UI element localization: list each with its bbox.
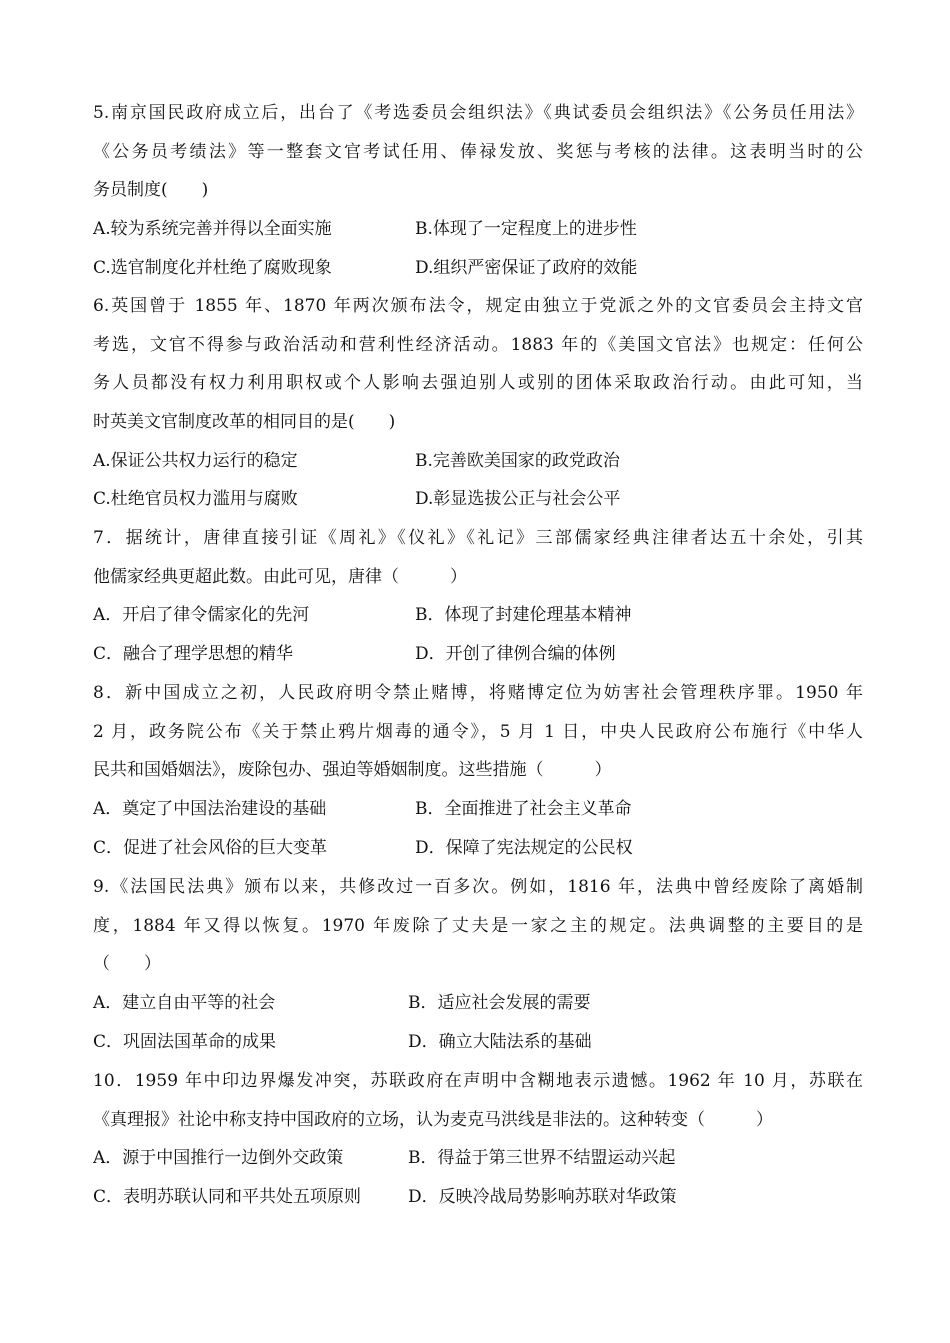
- option-d[interactable]: D.组织严密保证了政府的效能: [415, 257, 638, 278]
- stem-line: 《公务员考绩法》等一整套文官考试任用、俸禄发放、奖惩与考核的法律。这表明当时的公: [93, 141, 863, 162]
- options: [93, 442, 863, 519]
- question-stem: [93, 287, 863, 442]
- question-stem: [93, 674, 863, 790]
- question-stem: [93, 868, 863, 984]
- option-row: [93, 829, 863, 868]
- option-a[interactable]: A.较为系统完善并得以全面实施: [93, 219, 332, 240]
- option-row: [93, 790, 863, 829]
- question-5: [93, 94, 863, 287]
- option-d[interactable]: D．反映冷战局势影响苏联对华政策: [408, 1187, 677, 1208]
- stem-line: 度，1884 年又得以恢复。1970 年废除了丈夫是一家之主的规定。法典调整的主要目的是: [93, 915, 863, 936]
- option-b[interactable]: B．体现了封建伦理基本精神: [415, 605, 632, 626]
- stem-line: 9.《法国民法典》颁布以来，共修改过一百多次。例如，1816 年，法典中曾经废除了离婚制: [93, 877, 863, 897]
- option-row: [93, 210, 863, 249]
- stem-line: （ ）: [93, 954, 161, 975]
- question-9: [93, 868, 863, 1061]
- option-a[interactable]: A．奠定了中国法治建设的基础: [93, 799, 327, 820]
- stem-line: 务员制度( ): [93, 180, 209, 201]
- question-stem: [93, 94, 863, 210]
- stem-line: 务人员都没有权力利用职权或个人影响去强迫别人或别的团体采取政治行动。由此可知，当: [93, 373, 863, 394]
- question-stem: [93, 1062, 863, 1139]
- question-6: [93, 287, 863, 519]
- option-a[interactable]: A．源于中国推行一边倒外交政策: [93, 1148, 344, 1169]
- stem-line: 8．新中国成立之初，人民政府明令禁止赌博，将赌博定位为妨害社会管理秩序罪。1950 年: [93, 683, 863, 703]
- question-7: [93, 519, 863, 674]
- option-row: [93, 480, 863, 519]
- stem-line: 民共和国婚姻法》，废除包办、强迫等婚姻制度。这些措施（ ）: [93, 760, 612, 781]
- option-row: [93, 1139, 863, 1178]
- option-row: [93, 1023, 863, 1062]
- options: [93, 984, 863, 1061]
- stem-line: 《真理报》社论中称支持中国政府的立场，认为麦克马洪线是非法的。这种转变（ ）: [93, 1109, 773, 1130]
- stem-line: 他儒家经典更超此数。由此可见，唐律（ ）: [93, 566, 467, 587]
- stem-line: 时英美文官制度改革的相同目的是( ): [93, 412, 396, 433]
- options: [93, 1139, 863, 1216]
- option-c[interactable]: C．巩固法国革命的成果: [93, 1031, 277, 1052]
- question-8: [93, 674, 863, 867]
- option-c[interactable]: C．促进了社会风俗的巨大变革: [93, 837, 328, 858]
- option-b[interactable]: B．得益于第三世界不结盟运动兴起: [408, 1148, 676, 1169]
- stem-line: 7．据统计，唐律直接引证《周礼》《仪礼》《礼记》三部儒家经典注律者达五十余处，引其: [93, 528, 863, 548]
- stem-line: 考选，文官不得参与政治活动和营利性经济活动。1883 年的《美国文官法》也规定：任何公: [93, 334, 863, 355]
- stem-line: 6.英国曾于 1855 年、1870 年两次颁布法令，规定由独立于党派之外的文官委员会主持文官: [93, 296, 863, 316]
- question-stem: [93, 519, 863, 596]
- option-d[interactable]: D．确立大陆法系的基础: [408, 1031, 592, 1052]
- option-row: [93, 1178, 863, 1217]
- option-a[interactable]: A．开启了律令儒家化的先河: [93, 605, 310, 626]
- option-row: [93, 249, 863, 288]
- option-d[interactable]: D．保障了宪法规定的公民权: [415, 837, 633, 858]
- option-row: [93, 596, 863, 635]
- option-b[interactable]: B．全面推进了社会主义革命: [415, 799, 632, 820]
- stem-line: 2 月，政务院公布《关于禁止鸦片烟毒的通令》，5 月 1 日，中央人民政府公布施行《中华人: [93, 721, 863, 742]
- option-d[interactable]: D．开创了律例合编的体例: [415, 644, 616, 665]
- option-b[interactable]: B.完善欧美国家的政党政治: [415, 450, 620, 471]
- option-row: [93, 635, 863, 674]
- option-a[interactable]: A.保证公共权力运行的稳定: [93, 450, 298, 471]
- option-d[interactable]: D.彰显选拔公正与社会公平: [415, 489, 621, 510]
- option-row: [93, 442, 863, 481]
- options: [93, 790, 863, 867]
- options: [93, 210, 863, 287]
- option-b[interactable]: B．适应社会发展的需要: [408, 993, 591, 1014]
- option-b[interactable]: B.体现了一定程度上的进步性: [415, 219, 637, 240]
- option-a[interactable]: A．建立自由平等的社会: [93, 993, 276, 1014]
- option-row: [93, 984, 863, 1023]
- stem-line: 10．1959 年中印边界爆发冲突，苏联政府在声明中含糊地表示遗憾。1962 年 10 月，苏联在: [93, 1071, 863, 1091]
- option-c[interactable]: C．融合了理学思想的精华: [93, 644, 294, 665]
- stem-line: 5.南京国民政府成立后，出台了《考选委员会组织法》《典试委员会组织法》《公务员任用法》: [93, 103, 863, 123]
- option-c[interactable]: C.选官制度化并杜绝了腐败现象: [93, 257, 332, 278]
- option-c[interactable]: C．表明苏联认同和平共处五项原则: [93, 1187, 362, 1208]
- question-10: [93, 1062, 863, 1217]
- option-c[interactable]: C.杜绝官员权力滥用与腐败: [93, 489, 298, 510]
- options: [93, 596, 863, 673]
